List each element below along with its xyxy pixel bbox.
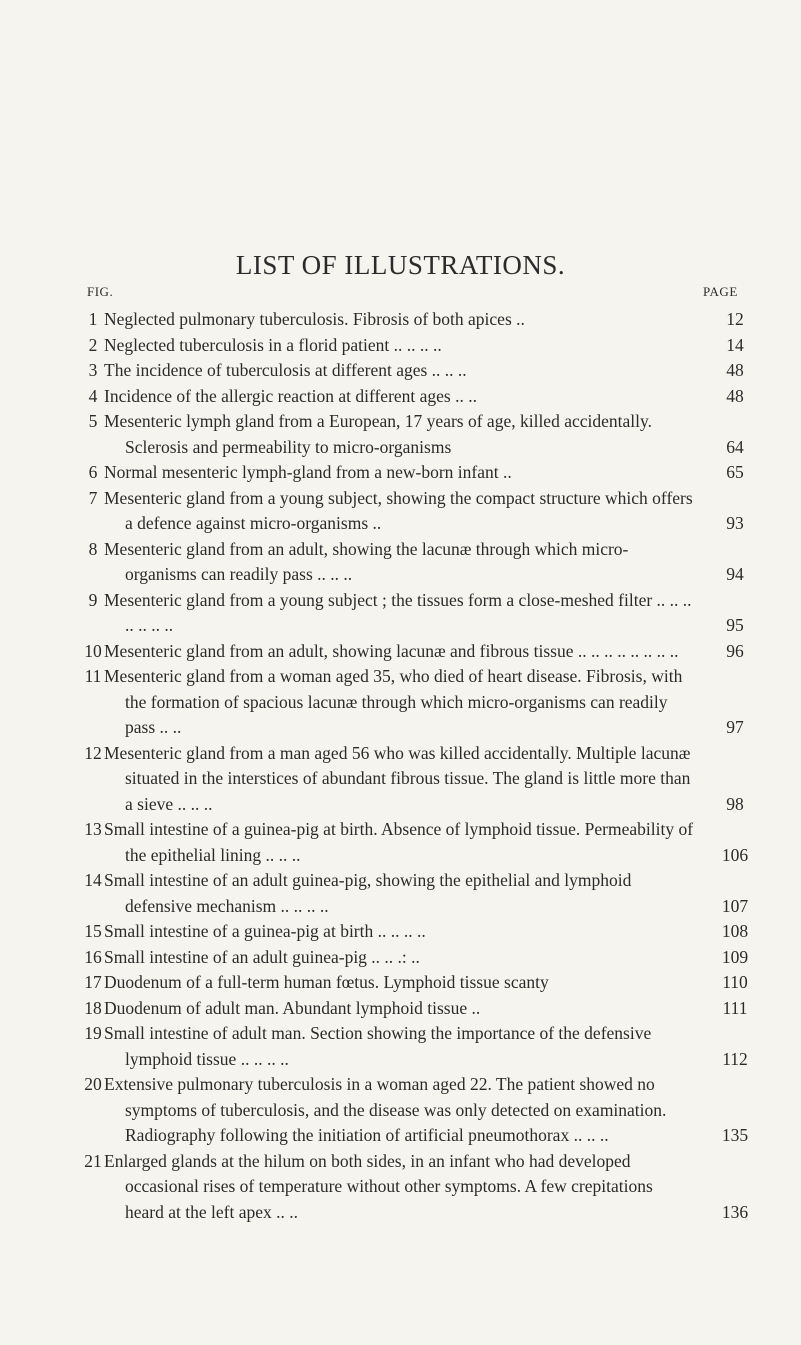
- list-item: [0, 868, 801, 919]
- page-number: 111: [722, 997, 748, 1018]
- caption: Mesenteric gland from a young subject, showing the compact structure which offers a defence against micro-organisms ..: [104, 487, 693, 533]
- page-column-header: PAGE: [703, 284, 738, 299]
- list-item: [0, 358, 801, 384]
- caption: Incidence of the allergic reaction at different ages .. ..: [104, 385, 477, 406]
- list-item: [0, 664, 801, 741]
- page-number: 135: [721, 1125, 749, 1145]
- fig-number: 7: [88, 487, 98, 508]
- list-item: [0, 537, 801, 588]
- list-item: [0, 996, 801, 1022]
- caption: Mesenteric lymph gland from a European, 17 years of age, killed accidentally. Sclerosis and permeability to micro-organisms: [104, 411, 652, 457]
- caption: Neglected pulmonary tuberculosis. Fibrosis of both apices ..: [104, 309, 525, 329]
- fig-number: 21: [84, 1150, 102, 1171]
- page-number: 97: [726, 717, 744, 737]
- page-number: 108: [721, 921, 749, 941]
- list-item: [0, 409, 801, 460]
- page-number: 98: [726, 793, 744, 814]
- caption: Duodenum of a full-term human fœtus. Lymphoid tissue scanty: [104, 972, 549, 992]
- page-number: 136: [721, 1201, 749, 1222]
- fig-column-header: FIG.: [87, 284, 114, 299]
- list-item: [0, 384, 801, 410]
- page-number: 110: [722, 972, 748, 992]
- list-item: [0, 460, 801, 486]
- fig-number: 5: [88, 411, 98, 431]
- list-item: [0, 1149, 801, 1226]
- fig-number: 18: [84, 997, 102, 1018]
- fig-number: 17: [84, 972, 102, 992]
- caption: Small intestine of adult man. Section showing the importance of the defensive lymphoid tissue .. .. .. ..: [104, 1023, 652, 1069]
- caption: Enlarged glands at the hilum on both sides, in an infant who had developed occasional rises of temperature without other symptoms. A few crepitations heard at the left apex .. ..: [104, 1150, 653, 1222]
- page-number: 64: [726, 436, 744, 457]
- caption: Mesenteric gland from a man aged 56 who was killed accidentally. Multiple lacunæ situated in the interstices of abundant fibrous tissue. The gland is little more than a sieve .. .. ..: [104, 742, 691, 814]
- list-item: [0, 970, 801, 996]
- illustrations-list: [0, 307, 801, 1225]
- caption: Small intestine of an adult guinea-pig .. .. .: ..: [104, 946, 420, 967]
- fig-number: 4: [88, 385, 98, 406]
- caption: Small intestine of a guinea-pig at birth. Absence of lymphoid tissue. Permeability of the epithelial lining .. .. ..: [104, 819, 694, 865]
- fig-number: 11: [84, 666, 102, 686]
- page-number: 93: [726, 513, 744, 533]
- page-number: 12: [726, 309, 744, 329]
- fig-number: 2: [88, 334, 98, 355]
- list-item: [0, 1072, 801, 1149]
- fig-number: 8: [88, 538, 98, 559]
- fig-number: 14: [84, 870, 102, 890]
- list-item: [0, 741, 801, 818]
- list-item: [0, 919, 801, 945]
- list-item: [0, 1021, 801, 1072]
- page-number: 109: [721, 946, 749, 967]
- list-item: [0, 639, 801, 665]
- caption: Small intestine of a guinea-pig at birth .. .. .. ..: [104, 921, 426, 941]
- page-number: 112: [722, 1048, 748, 1069]
- caption: Extensive pulmonary tuberculosis in a woman aged 22. The patient showed no symptoms of tuberculosis, and the disease was only detected on examination. Radiography following the initiation of artificial pneumothorax .. .. ..: [104, 1074, 667, 1145]
- caption: Mesenteric gland from an adult, showing lacunæ and fibrous tissue .. .. .. .. .. .. .. ..: [104, 640, 679, 661]
- caption: Mesenteric gland from a woman aged 35, who died of heart disease. Fibrosis, with the formation of spacious lacunæ through which micro-organisms can readily pass .. ..: [104, 666, 683, 737]
- fig-number: 15: [84, 921, 102, 941]
- caption: Duodenum of adult man. Abundant lymphoid tissue ..: [104, 997, 481, 1018]
- caption: Neglected tuberculosis in a florid patient .. .. .. ..: [104, 334, 442, 355]
- page-number: 65: [726, 462, 744, 482]
- page-number: 48: [726, 360, 744, 380]
- caption: Small intestine of an adult guinea-pig, showing the epithelial and lymphoid defensive mechanism .. .. .. ..: [104, 870, 632, 916]
- fig-number: 16: [84, 946, 102, 967]
- page-number: 14: [726, 334, 744, 355]
- page-number: 48: [726, 385, 744, 406]
- page-number: 107: [721, 895, 749, 916]
- page-title: LIST OF ILLUSTRATIONS.: [235, 250, 566, 280]
- fig-number: 19: [84, 1023, 102, 1043]
- page-number: 94: [726, 564, 744, 584]
- fig-number: 20: [84, 1074, 102, 1094]
- list-item: [0, 486, 801, 537]
- page-number: 95: [726, 615, 744, 635]
- list-item: [0, 333, 801, 359]
- list-item: [0, 588, 801, 639]
- page-number: 106: [721, 844, 749, 865]
- fig-number: 12: [84, 742, 102, 763]
- list-item: [0, 817, 801, 868]
- fig-number: 9: [88, 589, 98, 610]
- fig-number: 10: [84, 640, 102, 661]
- page-number: 96: [726, 640, 744, 661]
- fig-number: 3: [88, 360, 98, 380]
- fig-number: 13: [84, 819, 102, 839]
- list-item: [0, 307, 801, 333]
- caption: The incidence of tuberculosis at different ages .. .. ..: [104, 360, 467, 380]
- fig-number: 1: [88, 309, 98, 329]
- fig-number: 6: [88, 462, 98, 482]
- caption: Mesenteric gland from a young subject ; the tissues form a close-meshed filter .. .. .. .. .. .. ..: [104, 589, 692, 635]
- list-item: [0, 945, 801, 971]
- caption: Mesenteric gland from an adult, showing the lacunæ through which micro-organisms can readily pass .. .. ..: [104, 538, 629, 584]
- caption: Normal mesenteric lymph-gland from a new-born infant ..: [104, 462, 512, 482]
